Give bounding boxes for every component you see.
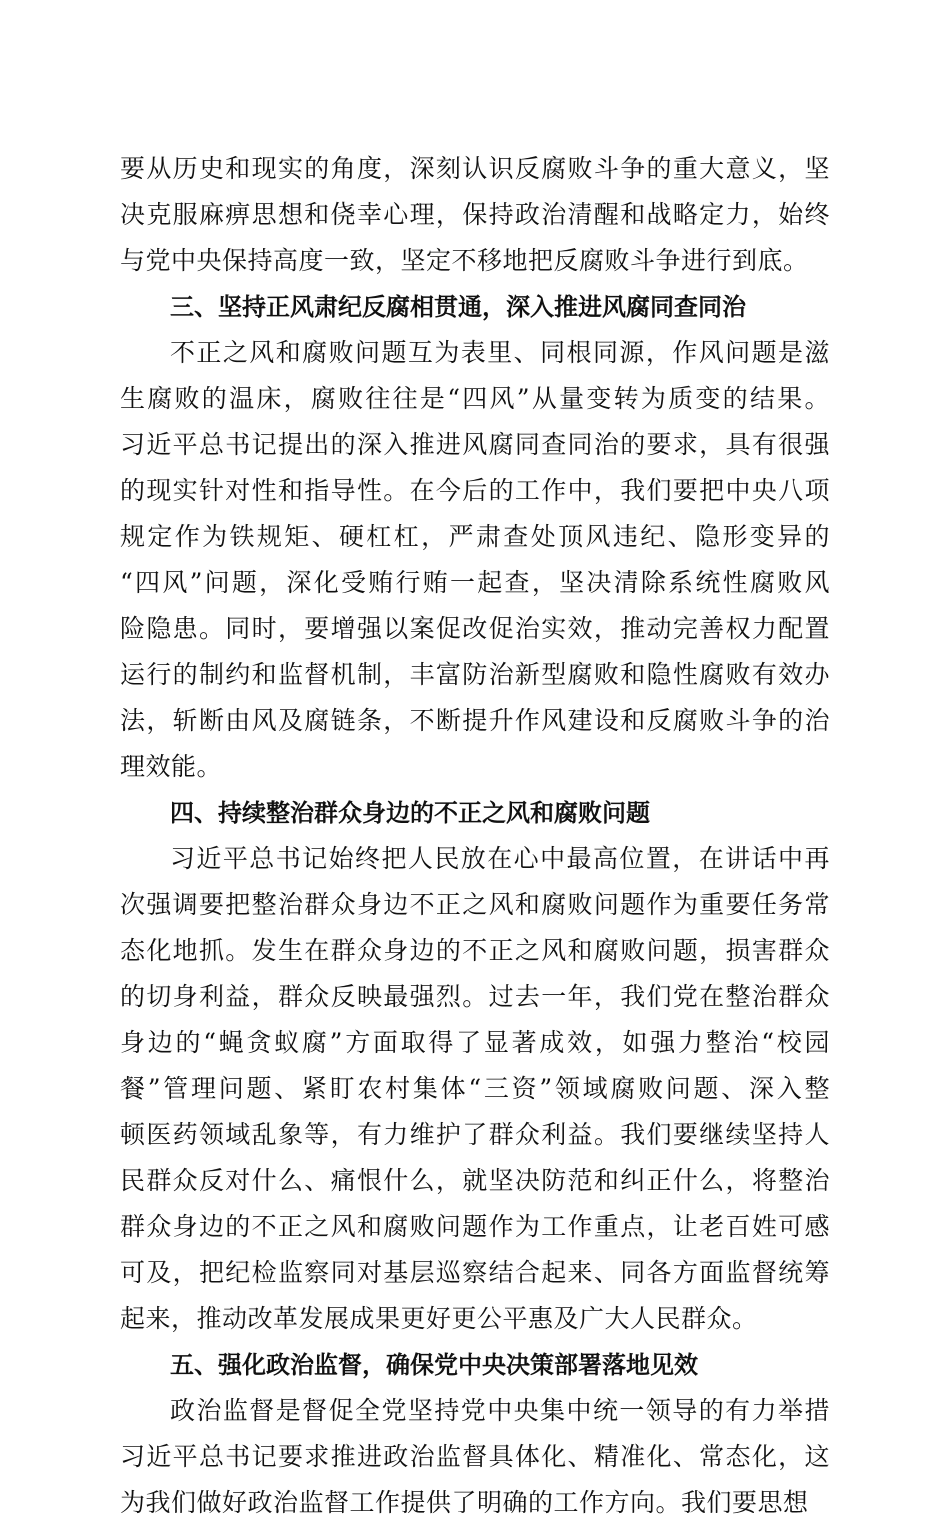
paragraph-line: 与党中央保持高度一致，坚定不移地把反腐败斗争进行到底。 bbox=[120, 246, 809, 275]
paragraph-line: 险隐患。同时，要增强以案促改促治实效，推动完善权力配置 bbox=[120, 614, 830, 643]
paragraph-line: 理效能。 bbox=[120, 752, 223, 781]
paragraph-line: 民群众反对什么、痛恨什么，就坚决防范和纠正什么，将整治 bbox=[120, 1166, 830, 1195]
paragraph-line: 决克服麻痹思想和侥幸心理，保持政治清醒和战略定力，始终 bbox=[120, 200, 830, 229]
section-heading: 三、坚持正风肃纪反腐相贯通，深入推进风腐同查同治 bbox=[170, 293, 746, 321]
paragraph-line: 生腐败的温床，腐败往往是“四风”从量变转为质变的结果。 bbox=[120, 384, 830, 413]
paragraph-line: 群众身边的不正之风和腐败问题作为工作重点，让老百姓可感 bbox=[120, 1212, 830, 1241]
paragraph-line: 运行的制约和监督机制，丰富防治新型腐败和隐性腐败有效办 bbox=[120, 660, 830, 689]
paragraph-line: 政治监督是督促全党坚持党中央集中统一领导的有力举措 bbox=[170, 1396, 830, 1425]
paragraph-line: 要从历史和现实的角度，深刻认识反腐败斗争的重大意义，坚 bbox=[120, 154, 830, 183]
paragraph-line: 起来，推动改革发展成果更好更公平惠及广大人民群众。 bbox=[120, 1304, 758, 1333]
paragraph-line: 身边的“蝇贪蚁腐”方面取得了显著成效，如强力整治“校园 bbox=[120, 1028, 830, 1057]
section-heading: 四、持续整治群众身边的不正之风和腐败问题 bbox=[170, 799, 650, 827]
paragraph-line: 规定作为铁规矩、硬杠杠，严肃查处顶风违纪、隐形变异的 bbox=[120, 522, 830, 551]
paragraph-line: 餐”管理问题、紧盯农村集体“三资”领域腐败问题、深入整 bbox=[120, 1074, 830, 1103]
section-heading: 五、强化政治监督，确保党中央决策部署落地见效 bbox=[170, 1351, 698, 1379]
paragraph-line: 的现实针对性和指导性。在今后的工作中，我们要把中央八项 bbox=[120, 476, 830, 505]
paragraph-line: 为我们做好政治监督工作提供了明确的工作方向。我们要思想 bbox=[120, 1488, 809, 1517]
paragraph-line: 可及，把纪检监察同对基层巡察结合起来、同各方面监督统筹 bbox=[120, 1258, 830, 1287]
paragraph-line: “四风”问题，深化受贿行贿一起查，坚决清除系统性腐败风 bbox=[120, 568, 830, 597]
paragraph-line: 的切身利益，群众反映最强烈。过去一年，我们党在整治群众 bbox=[120, 982, 830, 1011]
paragraph-line: 态化地抓。发生在群众身边的不正之风和腐败问题，损害群众 bbox=[120, 936, 830, 965]
paragraph-line: 不正之风和腐败问题互为表里、同根同源，作风问题是滋 bbox=[170, 338, 830, 367]
paragraph-line: 顿医药领域乱象等，有力维护了群众利益。我们要继续坚持人 bbox=[120, 1120, 830, 1149]
paragraph-line: 习近平总书记始终把人民放在心中最高位置，在讲话中再 bbox=[170, 844, 830, 873]
paragraph-line: 法，斩断由风及腐链条，不断提升作风建设和反腐败斗争的治 bbox=[120, 706, 830, 735]
paragraph-line: 习近平总书记要求推进政治监督具体化、精准化、常态化，这 bbox=[120, 1442, 830, 1471]
paragraph-line: 次强调要把整治群众身边不正之风和腐败问题作为重要任务常 bbox=[120, 890, 830, 919]
paragraph-line: 习近平总书记提出的深入推进风腐同查同治的要求，具有很强 bbox=[120, 430, 830, 459]
